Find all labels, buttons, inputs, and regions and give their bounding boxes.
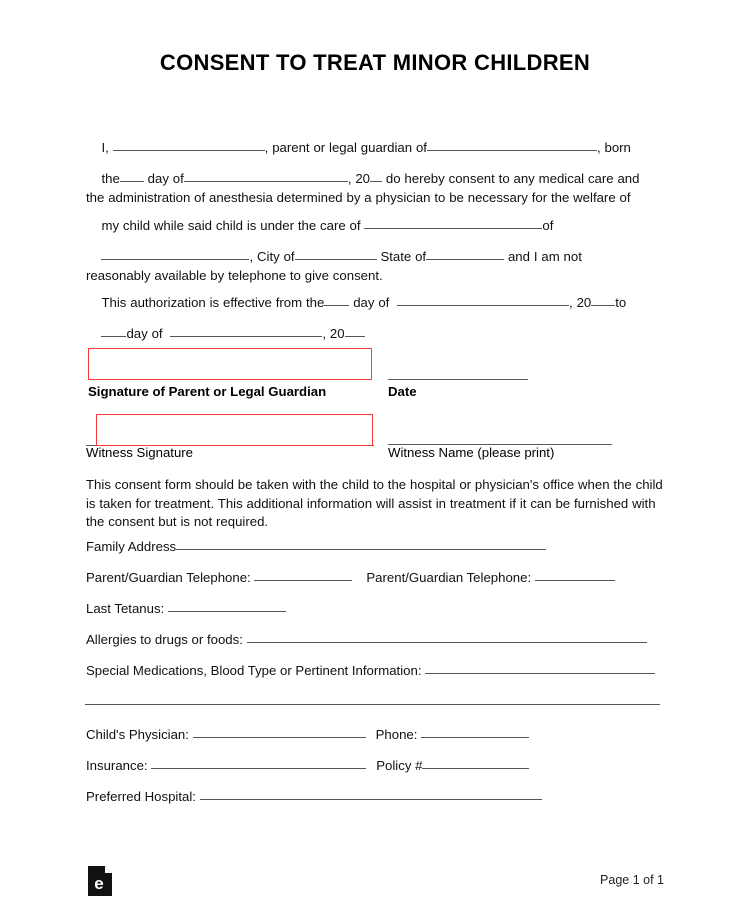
text-day-of-start: day of [349, 295, 398, 310]
parent-telephone-2-label: Parent/Guardian Telephone: [366, 570, 535, 585]
blank-birth-year[interactable] [370, 171, 382, 182]
witness-signature-label: Witness Signature [86, 445, 194, 460]
text-day-of: day of [143, 171, 184, 186]
eforms-document-logo [88, 866, 112, 896]
blank-birth-day[interactable] [120, 171, 144, 182]
blank-childs-physician[interactable] [193, 727, 366, 738]
field-last-tetanus [86, 601, 286, 616]
insurance-label: Insurance: [86, 758, 152, 773]
text-and-i-am-not: and I am not [504, 249, 582, 264]
witness-name-label: Witness Name (please print) [388, 445, 555, 460]
witness-signature-field[interactable] [96, 414, 373, 446]
blank-birth-month[interactable] [184, 171, 348, 182]
blank-special-medications[interactable] [425, 663, 655, 674]
text-day-of-end: day of [126, 326, 171, 341]
field-childs-physician [86, 727, 529, 742]
text-born: , born [596, 140, 631, 155]
blank-end-year[interactable] [345, 326, 365, 337]
text-parent-or-guardian-of: , parent or legal guardian of [264, 140, 427, 155]
text-to: to [615, 295, 627, 310]
text-comma-20: , 20 [347, 171, 371, 186]
text-city-of: , City of [249, 249, 295, 264]
blank-caretaker-address[interactable] [101, 249, 249, 260]
text-not-reasonably-available: reasonably available by telephone to give consent. [86, 268, 383, 283]
text-authorization-effective: This authorization is effective from the [101, 295, 325, 310]
last-tetanus-label: Last Tetanus: [86, 601, 168, 616]
paragraph-instructions: This consent form should be taken with the child to the hospital or physician's office when the child is taken for treatment. This additional information will assist in treatment if it can be furnished with the consent but is not required. [86, 477, 667, 529]
special-medications-label: Special Medications, Blood Type or Pertinent Information: [86, 663, 426, 678]
blank-parent-telephone-1[interactable] [254, 570, 352, 581]
blank-end-month[interactable] [170, 326, 322, 337]
text-anesthesia-clause: the administration of anesthesia determined by a physician to be necessary for the welfare of [86, 190, 631, 205]
blank-end-day[interactable] [101, 326, 126, 337]
allergies-label: Allergies to drugs or foods: [86, 632, 247, 647]
field-insurance [86, 758, 529, 773]
field-family-address [86, 539, 546, 554]
svg-text:e: e [94, 874, 104, 893]
blank-city[interactable] [295, 249, 377, 260]
phone-label: Phone: [375, 727, 422, 742]
blank-last-tetanus[interactable] [168, 601, 286, 612]
blank-preferred-hospital[interactable] [200, 789, 542, 800]
policy-number-label: Policy # [376, 758, 423, 773]
text-comma-20-start: , 20 [569, 295, 592, 310]
blank-insurance[interactable] [151, 758, 366, 769]
preferred-hospital-label: Preferred Hospital: [86, 789, 200, 804]
date-label: Date [388, 384, 417, 399]
parent-telephone-1-label: Parent/Guardian Telephone: [86, 570, 255, 585]
field-allergies [86, 632, 647, 647]
text-the: the [101, 171, 120, 186]
blank-parent-telephone-2[interactable] [535, 570, 615, 581]
blank-phone[interactable] [421, 727, 529, 738]
text-i-comma: I, [101, 140, 113, 155]
family-address-label: Family Address [86, 539, 177, 554]
childs-physician-label: Child's Physician: [86, 727, 193, 742]
text-do-hereby-consent: do hereby consent to any medical care and [382, 171, 640, 186]
text-my-child-while: my child while said child is under the care of [101, 218, 365, 233]
page-indicator: Page 1 of 1 [600, 873, 664, 887]
blank-allergies[interactable] [247, 632, 647, 643]
text-state-of: State of [376, 249, 427, 264]
text-comma-20-end: , 20 [322, 326, 345, 341]
field-preferred-hospital [86, 789, 542, 804]
field-special-medications [86, 663, 655, 678]
blank-special-medications-continued[interactable] [85, 704, 660, 705]
text-of: of [542, 218, 554, 233]
blank-policy-number[interactable] [422, 758, 529, 769]
blank-state[interactable] [426, 249, 504, 260]
page-title: CONSENT TO TREAT MINOR CHILDREN [159, 50, 591, 75]
field-parent-telephones [86, 570, 615, 585]
date-baseline [388, 379, 528, 380]
parent-signature-label: Signature of Parent or Legal Guardian [88, 384, 327, 399]
parent-signature-field[interactable] [88, 348, 372, 380]
blank-family-address[interactable] [176, 539, 546, 550]
